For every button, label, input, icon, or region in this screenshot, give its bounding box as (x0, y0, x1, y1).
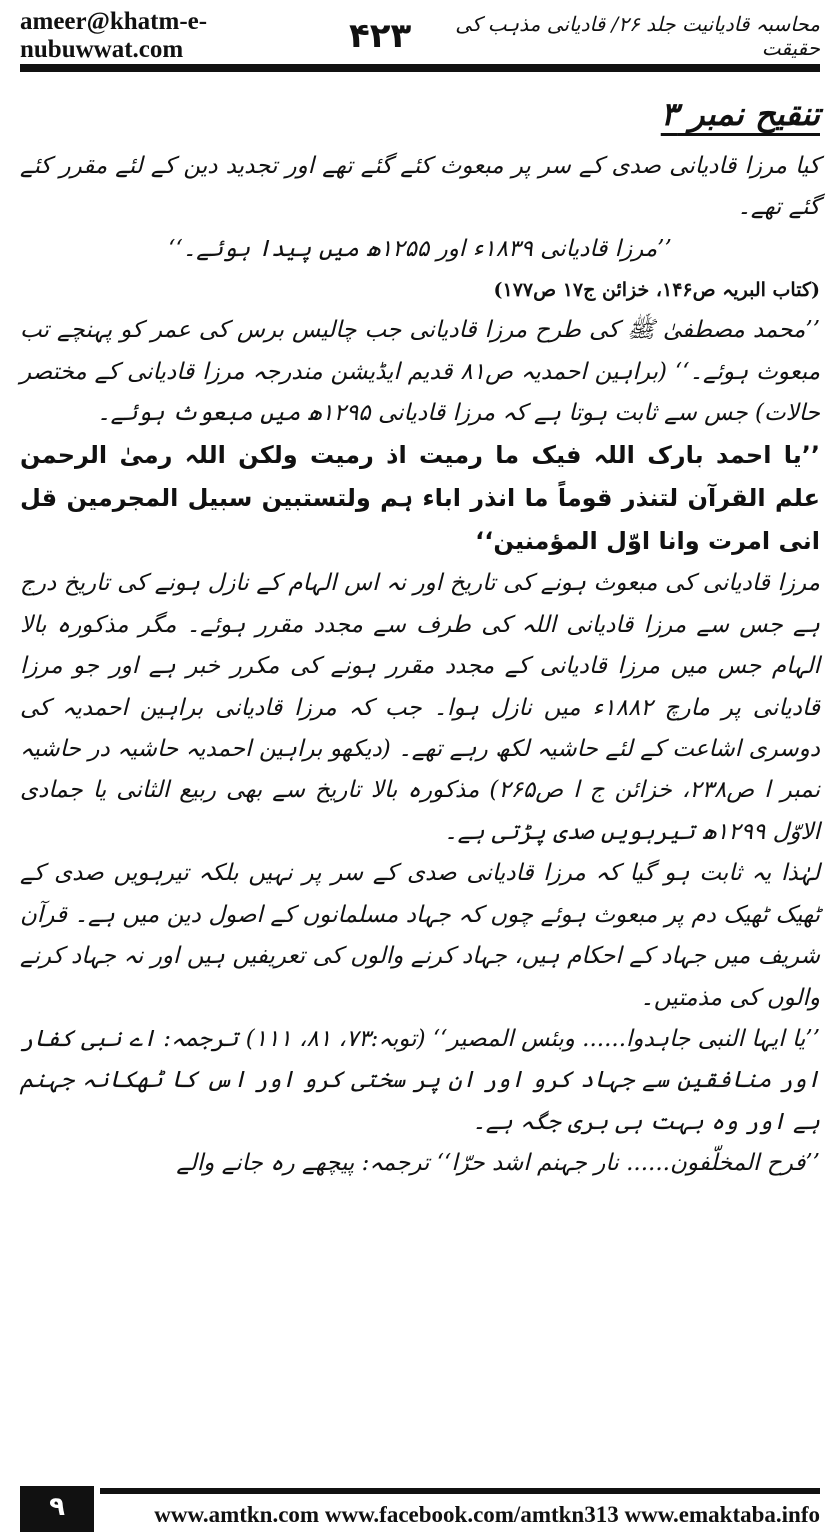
paragraph-conclusion: لہٰذا یہ ثابت ہو گیا کہ مرزا قادیانی صدی کے سر پر نہیں بلکہ تیرہویں صدی کے ٹھیک ٹھیک دم پر مبعوث ہوئے چوں کہ جہاد مسلمانوں کے اصول دین میں ہے۔ قرآن شریف میں جہاد کے احکام ہیں، جہاد کرنے والوں کی تعریفیں ہیں اور نہ جہاد کرنے والوں کی مذمتیں۔ (20, 860, 820, 1011)
header-rule (20, 64, 820, 72)
footer-links: www.amtkn.com www.facebook.com/amtkn313 www.emaktaba.info (154, 1502, 820, 1527)
reference-citation: (کتاب البریہ ص۱۴۶، خزائن ج۱۷ ص۱۷۷) (493, 279, 820, 302)
paragraph-forty-years: ’’محمد مصطفیٰ ﷺ کی طرح مرزا قادیانی جب چالیس برس کی عمر کو پہنچے تب مبعوث ہوئے۔‘‘ (براہین احمدیہ ص۸۱ قدیم ایڈیشن مندرجہ مرزا قادیانی کے مختصر حالات) جس سے ثابت ہوتا ہے کہ مرزا قادیانی ۱۲۹۵ھ میں مبعوث ہوئے۔ (20, 317, 821, 427)
header-title-group (349, 12, 820, 60)
page-body (20, 88, 820, 1185)
paragraph-ilham-date: مرزا قادیانی کی مبعوث ہونے کی تاریخ اور نہ اس الہام کے نازل ہونے کی تاریخ درج ہے جس سے مرزا قادیانی اللہ کی طرف سے مجدد مقرر ہوئے۔ مگر مذکورہ بالا الہام جس میں مرزا قادیانی کے مجدد مقرر ہونے کی مکرر خبر ہے اور جو مرزا قادیانی پر مارچ ۱۸۸۲ء میں نازل ہوا۔ جب کہ مرزا قادیانی براہین احمدیہ کی دوسری اشاعت کے لئے حاشیہ لکھ رہے تھے۔ (دیکھو براہین احمدیہ حاشیہ در حاشیہ نمبر ا ص۲۳۸، خزائن ج ا ص۲۶۵) مذکورہ بالا تاریخ سے بھی ربیع الثانی یا جمادی الاوّل ۱۲۹۹ھ تیرہویں صدی پڑتی ہے۔ (20, 570, 821, 845)
header-book-title: محاسبہ قادیانیت جلد ۲۶/ قادیانی مذہب کی حقیقت (455, 12, 820, 60)
header-email: ameer@khatm-e-nubuwwat.com (20, 8, 208, 63)
page-footer (20, 1486, 820, 1532)
page-header (20, 8, 820, 63)
quote-birth: ’’مرزا قادیانی ۱۸۳۹ء اور ۱۲۵۵ھ میں پیدا ہوئے۔‘‘ (168, 235, 672, 262)
paragraph-question: کیا مرزا قادیانی صدی کے سر پر مبعوث کئے گئے تھے اور تجدید دین کے لئے مقرر کئے گئے تھے۔ (20, 153, 820, 221)
footer-page-number: ۹ (20, 1486, 94, 1532)
paragraph-mukhallafun-verse: ’’فرح المخلّفون...... نار جہنم اشد حرّا‘‘ ترجمہ: پیچھے رہ جانے والے (176, 1150, 820, 1177)
section-heading: تنقیح نمبر ۳ (660, 95, 820, 133)
header-page-number: ۴۲۳ (348, 16, 412, 56)
footer-rule (100, 1488, 820, 1494)
arabic-ilham-quote: ’’یا احمد بارک اللہ فیک ما رمیت اذ رمیت ولکن اللہ رمیٰ الرحمن علم القرآن لتنذر قوماً ما انذر اباء ہم ولتستبین سبیل المجرمین قل انی امرت وانا اوّل المؤمنین‘‘ (20, 441, 820, 556)
paragraph-jihad-verse: ’’یا ایہا النبی جاہدوا...... وبئس المصیر‘‘ (توبہ:۷۳، ۸۱، ۱۱۱) ترجمہ: اے نبی کفار اور منافقین سے جہاد کرو اور ان پر سختی کرو اور اس کا ٹھکانہ جہنم ہے اور وہ بہت ہی بری جگہ ہے۔ (20, 1025, 821, 1135)
